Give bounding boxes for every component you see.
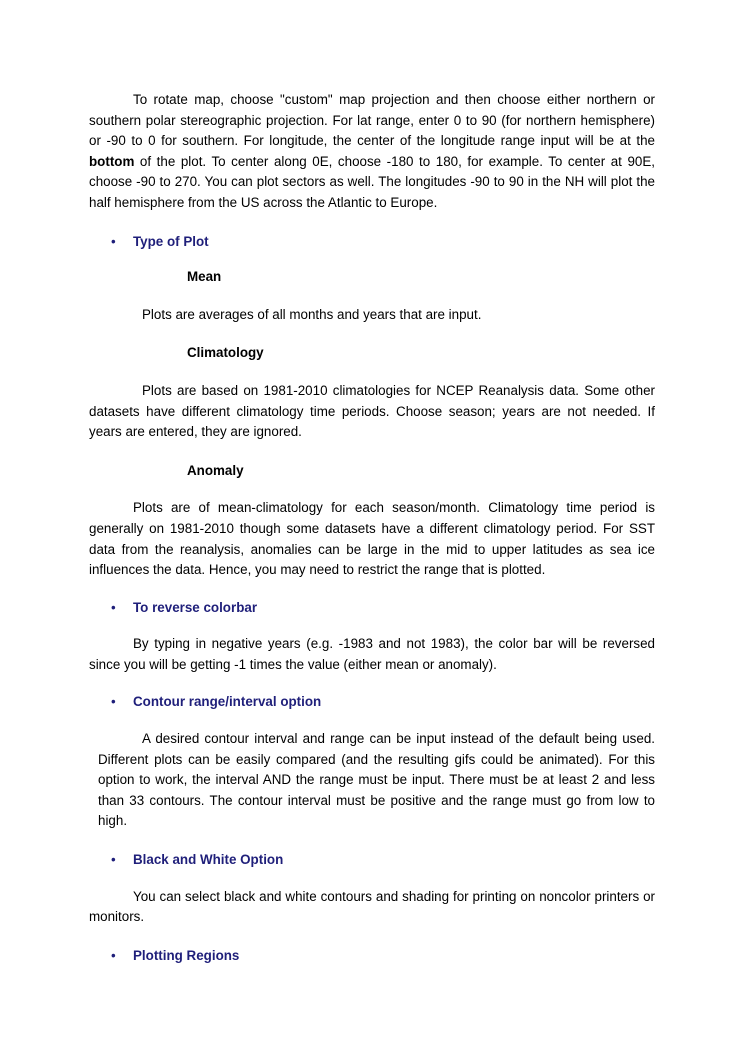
reverse-colorbar-heading: • To reverse colorbar	[89, 598, 655, 619]
contour-range-heading: • Contour range/interval option	[89, 692, 655, 713]
bullet-dot: •	[111, 852, 116, 868]
mean-text: Plots are averages of all months and years that are input.	[142, 306, 482, 322]
black-white-text: You can select black and white contours and shading for printing on noncolor printers or monitors.	[89, 888, 655, 925]
intro-text-2: of the plot. To center along 0E, choose -180 to 180, for example. To center at 90E, choose -90 to 270. You can plot sectors as well. The longitudes -90 to 90 in the NH will plot the half hemisphere from the US across the Atlantic to Europe.	[89, 153, 655, 210]
reverse-colorbar-text: By typing in negative years (e.g. -1983 and not 1983), the color bar will be reversed since you will be getting -1 times the value (either mean or anomaly).	[89, 636, 655, 672]
bullet-dot: •	[111, 599, 116, 615]
climatology-text: Plots are based on 1981-2010 climatologies for NCEP Reanalysis data. Some other datasets have different climatology time periods. Choose season; years are not needed. If years are entered, they are ignored.	[89, 382, 655, 440]
intro-paragraph	[89, 90, 655, 214]
anomaly-heading: Anomaly	[187, 462, 244, 478]
type-of-plot-heading: • Type of Plot	[89, 232, 655, 253]
document-page	[89, 90, 655, 966]
contour-range-text: A desired contour interval and range can be input instead of the default being used. Different plots can be easily compared (and the resulting gifs could be animated). For this option to work, the interval AND the range must be input. There must be at least 2 and less than 33 contours. The contour interval must be positive and the range must go from low to high.	[98, 731, 655, 829]
anomaly-text: Plots are of mean-climatology for each season/month. Climatology time period is generally on 1981-2010 though some datasets have a different climatology period. For SST data from the reanalysis, anomalies can be large in the mid to upper latitudes as sea ice influences the data. Hence, you may need to restrict the range that is plotted.	[89, 500, 655, 578]
mean-heading: Mean	[187, 269, 222, 285]
climatology-heading: Climatology	[187, 345, 264, 361]
intro-bold-word: bottom	[89, 153, 135, 169]
bullet-dot: •	[111, 947, 116, 963]
black-white-heading: • Black and White Option	[89, 850, 655, 871]
intro-text-1: To rotate map, choose "custom" map projection and then choose either northern or southern polar stereographic projection. For lat range, enter 0 to 90 (for northern hemisphere) or -90 to 0 for southern. For longitude, the center of the longitude range input will be at the	[89, 92, 655, 149]
bullet-dot: •	[111, 233, 116, 249]
bullet-dot: •	[111, 694, 116, 710]
plotting-regions-heading: • Plotting Regions	[89, 946, 655, 967]
